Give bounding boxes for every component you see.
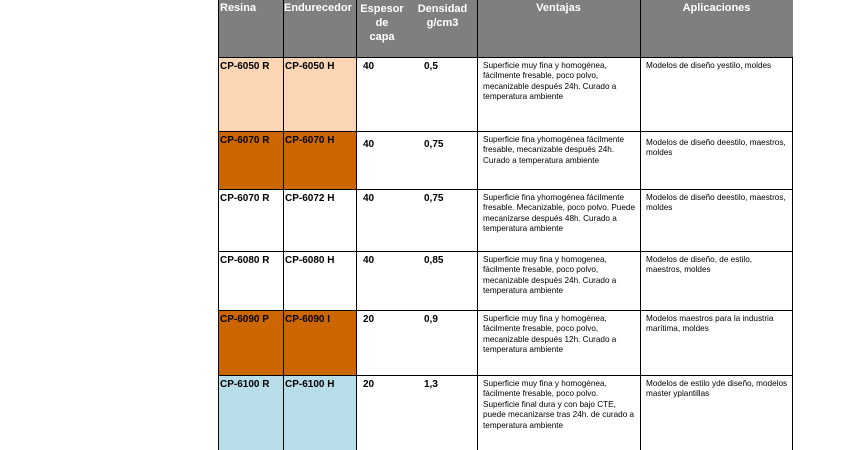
header-densidad-line1: Densidad — [417, 3, 468, 15]
cell-espesor: 40 — [363, 139, 375, 150]
grid-line — [283, 0, 284, 450]
cell-densidad: 0,5 — [424, 61, 438, 72]
resin-table — [218, 0, 793, 450]
cell-aplicaciones: Modelos de diseño deestilo, maestros, moldes — [646, 138, 786, 158]
grid-line — [218, 189, 793, 190]
header-endurecedor: Endurecedor — [284, 2, 352, 14]
cell-endurecedor: CP-6050 H — [285, 61, 335, 72]
cell-densidad: 0,9 — [424, 314, 438, 325]
cell-resina: CP-6090 P — [220, 314, 269, 325]
cell-ventajas: Superficie muy fina y homogenea, fácilmente fresable, poco polvo, mecanizable después 24h. Curado a temperatura ambiente — [483, 255, 617, 296]
cell-aplicaciones: Modelos de diseño, de estilo, maestros, moldes — [646, 255, 753, 275]
grid-line — [477, 0, 478, 450]
cell-endurecedor: CP-6090 I — [285, 314, 331, 325]
cell-densidad: 1,3 — [424, 379, 438, 390]
grid-line — [792, 57, 793, 450]
grid-line — [218, 310, 793, 311]
cell-resina: CP-6100 R — [220, 379, 270, 390]
header-cell-endurecedor — [283, 0, 356, 57]
header-resina: Resina — [220, 2, 257, 14]
header-cell-ventajas — [477, 0, 640, 57]
cell-espesor: 40 — [363, 255, 375, 266]
cell-densidad: 0,85 — [424, 255, 444, 266]
cell-aplicaciones: Modelos de diseño deestilo, maestros, moldes — [646, 193, 786, 213]
cell-aplicaciones: Modelos de estilo yde diseño, modelos master yplantillas — [646, 379, 788, 399]
header-cell-aplicaciones — [640, 0, 793, 57]
grid-line — [640, 0, 641, 450]
cell-espesor: 40 — [363, 193, 375, 204]
grid-line — [218, 131, 793, 132]
cell-resina: CP-6070 R — [220, 193, 270, 204]
header-aplicaciones: Aplicaciones — [682, 2, 751, 14]
cell-aplicaciones: Modelos maestros para la industria marítima, moldes — [646, 314, 774, 334]
cell-resina: CP-6070 R — [220, 135, 270, 146]
grid-line — [356, 0, 357, 450]
cell-ventajas: Superficie muy fina y homogénea, fácilmente fresable, poco polvo. Superficie final dura y con bajo CTE, puede mecanizarse tras 24h. de curado a temperatura ambiente — [483, 379, 635, 430]
cell-densidad: 0,75 — [424, 139, 444, 150]
cell-endurecedor: CP-6080 H — [285, 255, 335, 266]
header-cell-resina — [218, 0, 283, 57]
grid-line — [218, 251, 793, 252]
cell-endurecedor: CP-6072 H — [285, 193, 335, 204]
header-cell-espesor — [356, 0, 408, 57]
header-espesor-line3: capa — [369, 31, 395, 43]
cell-aplicaciones: Modelos de diseño yestilo, moldes — [646, 61, 772, 70]
cell-ventajas: Superficie fina yhomogénea fácilmente fresable, mecanizable después 24h. Curado a temperatura ambiente — [483, 135, 625, 165]
grid-line — [218, 0, 219, 450]
cell-resina: CP-6050 R — [220, 61, 270, 72]
cell-ventajas: Superficie muy fina y homogénea, fácilmente fresable, poco polvo, mecanizable después 24h. Curado a temperatura ambiente — [483, 61, 617, 102]
cell-ventajas: Superficie fina yhomogénea fácilmente fresable. Mecanizable, poco polvo. Puede mecanizarse después 48h. Curado a temperatura ambiente — [483, 193, 636, 234]
header-espesor-line2: de — [375, 17, 389, 29]
cell-densidad: 0,75 — [424, 193, 444, 204]
header-ventajas: Ventajas — [536, 2, 581, 14]
header-densidad-line2: g/cm3 — [426, 17, 459, 29]
cell-espesor: 40 — [363, 61, 375, 72]
grid-line — [218, 375, 793, 376]
cell-espesor: 20 — [363, 379, 375, 390]
cell-espesor: 20 — [363, 314, 375, 325]
header-cell-densidad — [408, 0, 477, 57]
cell-endurecedor: CP-6100 H — [285, 379, 335, 390]
header-espesor-line1: Espesor — [360, 3, 404, 15]
cell-ventajas: Superficie muy fina y homogénea, fácilmente fresable, poco polvo, mecanizable después 12h. Curado a temperatura ambiente — [483, 314, 617, 355]
cell-resina: CP-6080 R — [220, 255, 270, 266]
cell-endurecedor: CP-6070 H — [285, 135, 335, 146]
grid-line — [218, 57, 793, 58]
